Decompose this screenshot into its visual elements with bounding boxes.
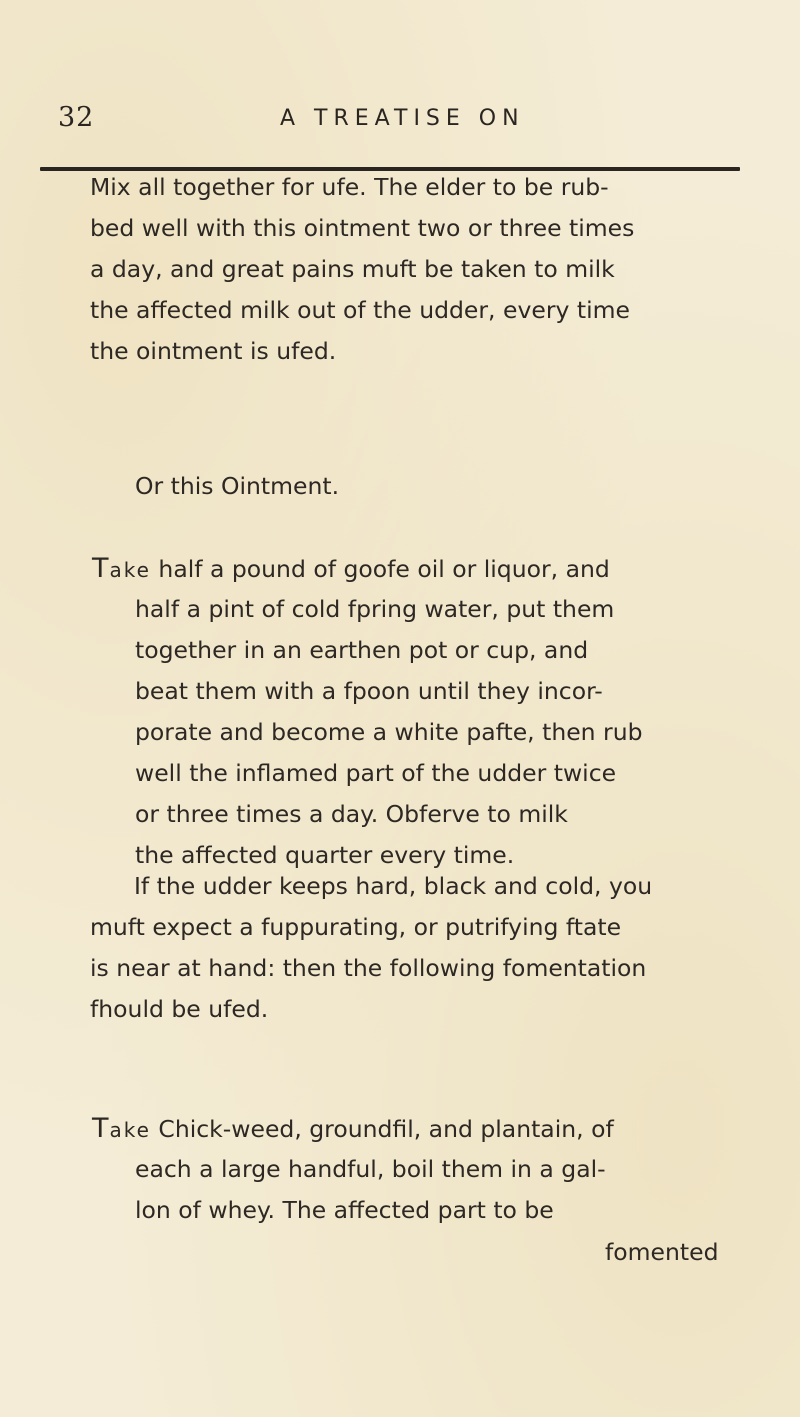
text-line: half a pound of goofe oil or liquor, and bbox=[158, 555, 610, 583]
text-line: half a pint of cold fpring water, put them bbox=[135, 595, 615, 623]
recipe-fomentation bbox=[92, 1108, 714, 1151]
text-line: together in an earthen pot or cup, and bbox=[135, 636, 589, 664]
recipe-first-line bbox=[92, 1108, 714, 1151]
text-line: the ointment is ufed. bbox=[90, 337, 337, 365]
recipe-lead-word: Take bbox=[92, 553, 151, 584]
section-heading bbox=[135, 466, 339, 507]
text-line: lon of whey. The affected part to be bbox=[135, 1196, 554, 1224]
heading-text: Or this Ointment. bbox=[135, 472, 340, 500]
text-line: Chick-weed, groundfil, and plantain, of bbox=[158, 1115, 614, 1143]
text-line: each a large handful, boil them in a gal- bbox=[135, 1155, 606, 1183]
recipe-ointment bbox=[92, 548, 714, 591]
text-line: Mix all together for ufe. The elder to be rub- bbox=[90, 173, 609, 201]
paragraph-hard-udder bbox=[90, 866, 712, 1030]
text-line: fhould be ufed. bbox=[90, 995, 269, 1023]
recipe-lead-word: Take bbox=[92, 1113, 151, 1144]
recipe-ointment-body bbox=[135, 589, 715, 876]
paragraph-ointment-usage bbox=[90, 167, 712, 372]
text-line: is near at hand: then the following fomentation bbox=[90, 954, 647, 982]
text-line: bed well with this ointment two or three times bbox=[90, 214, 635, 242]
running-title: A TREATISE ON bbox=[280, 106, 525, 131]
text-line: muft expect a fuppurating, or putrifying ftate bbox=[90, 913, 622, 941]
recipe-fomentation-body bbox=[135, 1149, 715, 1231]
text-line: the affected quarter every time. bbox=[135, 841, 515, 869]
catchword bbox=[605, 1232, 718, 1273]
recipe-first-line bbox=[92, 548, 714, 591]
text-line: the affected milk out of the udder, every time bbox=[90, 296, 630, 324]
text-line: If the udder keeps hard, black and cold, you bbox=[134, 872, 653, 900]
text-line: or three times a day. Obferve to milk bbox=[135, 800, 568, 828]
text-line: well the inflamed part of the udder twice bbox=[135, 759, 617, 787]
text-line: a day, and great pains muft be taken to milk bbox=[90, 255, 615, 283]
catchword-text: fomented bbox=[605, 1238, 719, 1266]
page-header bbox=[50, 96, 750, 136]
text-line: beat them with a fpoon until they incor- bbox=[135, 677, 603, 705]
page-number: 32 bbox=[58, 102, 95, 133]
text-line: porate and become a white pafte, then rub bbox=[135, 718, 643, 746]
